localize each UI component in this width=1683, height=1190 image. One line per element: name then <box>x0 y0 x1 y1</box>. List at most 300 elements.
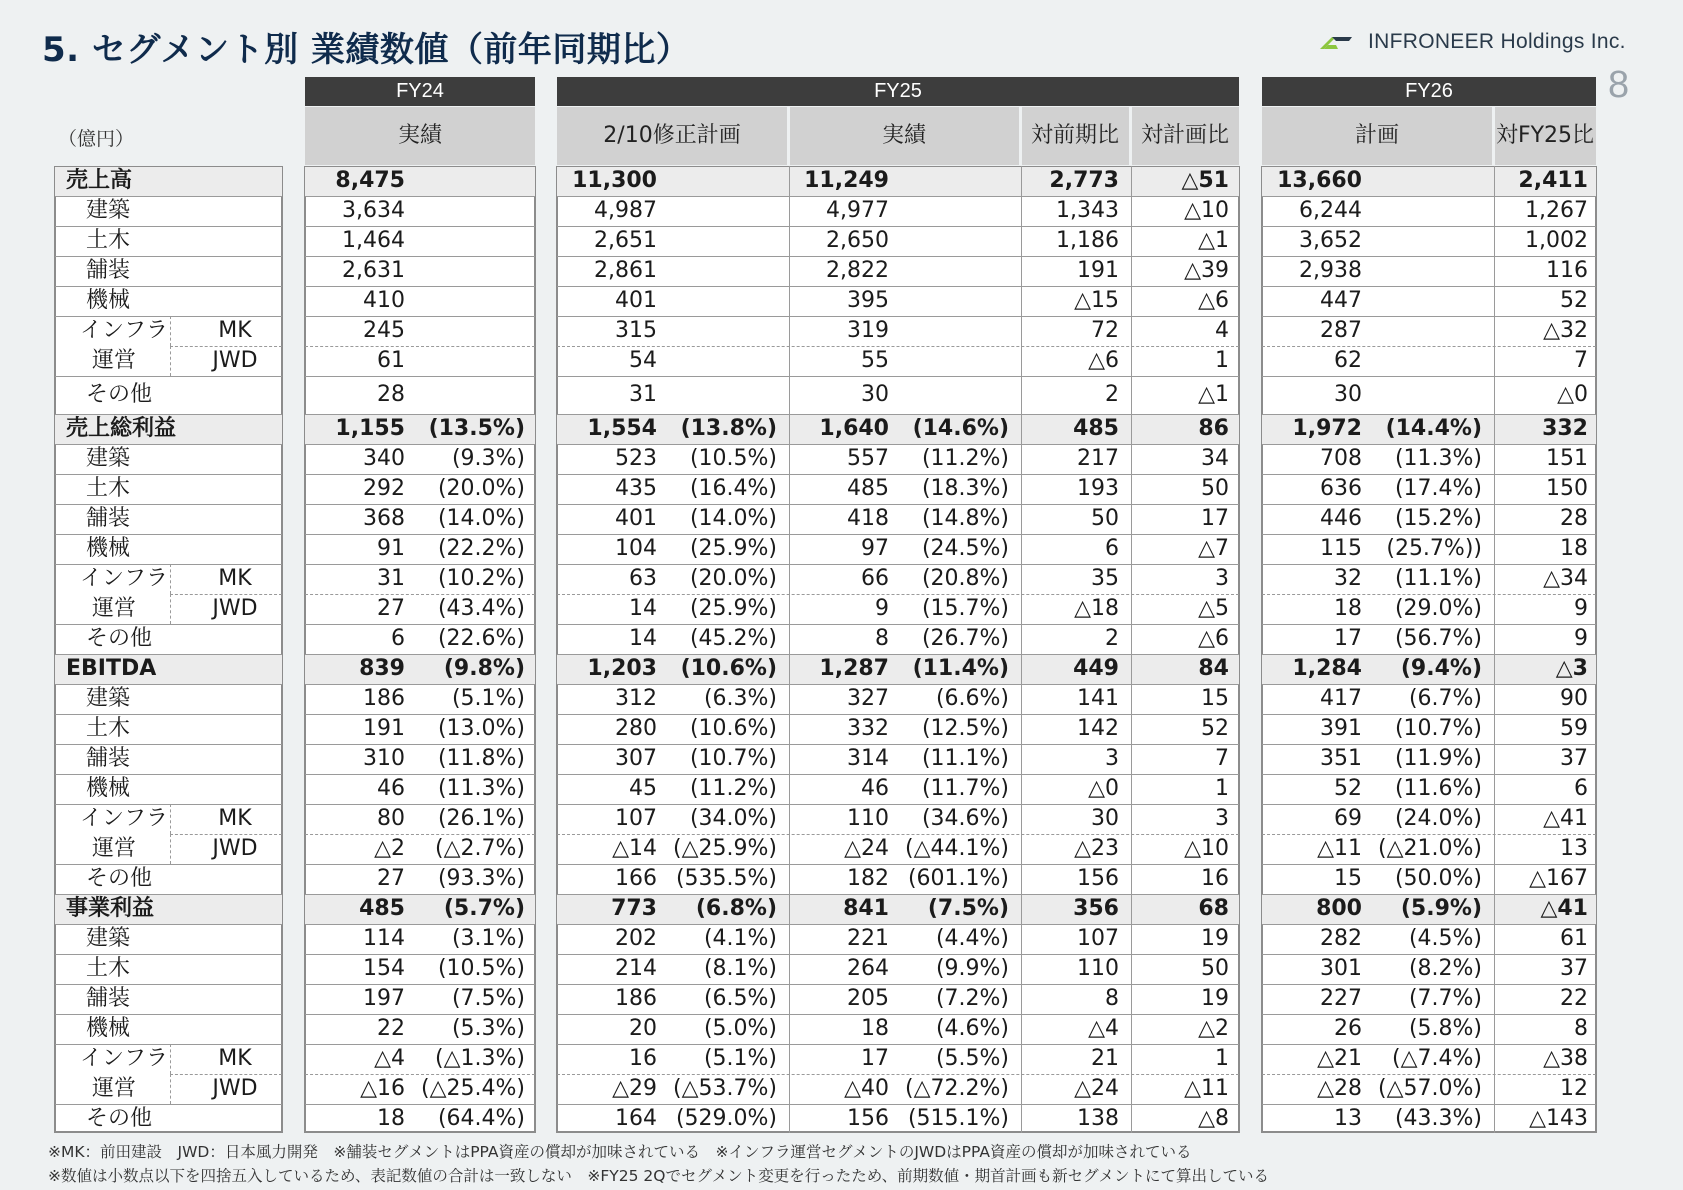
value-cell: 18 <box>861 1016 889 1041</box>
value-cell: (13.5%) <box>428 416 525 441</box>
value-cell: 7 <box>1215 746 1229 771</box>
value-cell: 63 <box>629 566 657 591</box>
value-cell: 11,249 <box>804 168 889 193</box>
value-cell: 435 <box>615 476 657 501</box>
value-cell: (11.2%) <box>921 446 1009 471</box>
value-cell: 21 <box>1091 1046 1119 1071</box>
value-cell: 46 <box>861 776 889 801</box>
value-cell: 523 <box>615 446 657 471</box>
value-cell: △24 <box>1074 1076 1119 1101</box>
row-sublabel: MK <box>218 806 252 831</box>
value-cell: (535.5%) <box>675 866 777 891</box>
value-cell: △34 <box>1543 566 1588 591</box>
value-cell: 150 <box>1546 476 1588 501</box>
value-cell: 708 <box>1320 446 1362 471</box>
value-cell: △6 <box>1088 348 1119 373</box>
value-cell: (10.6%) <box>689 716 777 741</box>
value-cell: 2,861 <box>594 258 657 283</box>
value-cell: 310 <box>363 746 405 771</box>
value-cell: 245 <box>363 318 405 343</box>
fy25-actual-header: 実績 <box>789 107 1019 165</box>
value-cell: (25.9%) <box>689 596 777 621</box>
value-cell: 91 <box>377 536 405 561</box>
value-cell: 800 <box>1316 896 1362 921</box>
value-cell: 115 <box>1320 536 1362 561</box>
value-cell: (34.6%) <box>921 806 1009 831</box>
value-cell: 186 <box>363 686 405 711</box>
value-cell: 3,652 <box>1299 228 1362 253</box>
value-cell: △41 <box>1543 806 1588 831</box>
value-cell: (△72.2%) <box>905 1076 1009 1101</box>
value-cell: (15.7%) <box>921 596 1009 621</box>
fy25-plan-header: 2/10修正計画 <box>557 107 787 165</box>
row-label: 土木 <box>86 228 131 253</box>
row-label: 機械 <box>86 776 131 801</box>
value-cell: △1 <box>1198 382 1229 407</box>
value-cell: (4.6%) <box>935 1016 1009 1041</box>
value-cell: 1,287 <box>819 656 889 681</box>
value-cell: 2,938 <box>1299 258 1362 283</box>
value-cell: 8,475 <box>335 168 405 193</box>
value-cell: 18 <box>1334 596 1362 621</box>
fy26-plan-header: 計画 <box>1262 107 1492 165</box>
value-cell: △11 <box>1317 836 1362 861</box>
value-cell: △32 <box>1543 318 1588 343</box>
value-cell: 4,987 <box>594 198 657 223</box>
value-cell: 3,634 <box>342 198 405 223</box>
value-cell: 142 <box>1077 716 1119 741</box>
value-cell: 449 <box>1073 656 1119 681</box>
value-cell: 6 <box>1574 776 1588 801</box>
value-cell: (15.2%) <box>1394 506 1482 531</box>
value-cell: (5.8%) <box>1408 1016 1482 1041</box>
value-cell: (11.7%) <box>921 776 1009 801</box>
infroneer-logo-icon <box>1318 31 1358 53</box>
value-cell: (5.1%) <box>703 1046 777 1071</box>
column-divider <box>789 166 790 1133</box>
value-cell: 312 <box>615 686 657 711</box>
row-sublabel: MK <box>218 1046 252 1071</box>
value-cell: (25.7%)) <box>1386 536 1482 561</box>
value-cell: 8 <box>1105 986 1119 1011</box>
value-cell: 301 <box>1320 956 1362 981</box>
value-cell: (12.5%) <box>921 716 1009 741</box>
value-cell: (5.5%) <box>935 1046 1009 1071</box>
value-cell: 156 <box>1077 866 1119 891</box>
sublabel-divider <box>170 316 171 346</box>
row-label: 機械 <box>86 288 131 313</box>
value-cell: 1,186 <box>1056 228 1119 253</box>
value-cell: (△7.4%) <box>1392 1046 1482 1071</box>
header-divider <box>1493 107 1495 165</box>
value-cell: (11.2%) <box>689 776 777 801</box>
company-logo <box>1318 30 1626 54</box>
value-cell: (34.0%) <box>689 806 777 831</box>
value-cell: 151 <box>1546 446 1588 471</box>
value-cell: 26 <box>1334 1016 1362 1041</box>
value-cell: (45.2%) <box>689 626 777 651</box>
value-cell: 227 <box>1320 986 1362 1011</box>
value-cell: 292 <box>363 476 405 501</box>
row-sublabel: JWD <box>212 596 258 621</box>
row-label: 舗装 <box>86 986 131 1011</box>
value-cell: 138 <box>1077 1106 1119 1131</box>
value-cell: (5.3%) <box>451 1016 525 1041</box>
value-cell: 1,284 <box>1292 656 1362 681</box>
value-cell: 3 <box>1105 746 1119 771</box>
value-cell: 28 <box>1560 506 1588 531</box>
value-cell: 2,411 <box>1518 168 1588 193</box>
value-cell: △2 <box>374 836 405 861</box>
value-cell: 1,464 <box>342 228 405 253</box>
row-divider <box>55 376 282 377</box>
value-cell: 50 <box>1091 506 1119 531</box>
value-cell: 18 <box>1560 536 1588 561</box>
value-cell: △4 <box>1088 1016 1119 1041</box>
value-cell: (7.7%) <box>1408 986 1482 1011</box>
value-cell: (6.6%) <box>935 686 1009 711</box>
value-cell: (11.3%) <box>437 776 525 801</box>
row-label: 運営 <box>92 836 137 861</box>
value-cell: 264 <box>847 956 889 981</box>
value-cell: △7 <box>1198 536 1229 561</box>
value-cell: △21 <box>1317 1046 1362 1071</box>
value-cell: 3 <box>1215 566 1229 591</box>
value-cell: 11,300 <box>572 168 657 193</box>
value-cell: (△44.1%) <box>905 836 1009 861</box>
value-cell: 30 <box>861 382 889 407</box>
value-cell: (601.1%) <box>907 866 1009 891</box>
value-cell: (20.0%) <box>437 476 525 501</box>
sublabel-divider <box>170 346 171 376</box>
value-cell: 1,343 <box>1056 198 1119 223</box>
value-cell: 1,972 <box>1292 416 1362 441</box>
value-cell: 1 <box>1215 1046 1229 1071</box>
value-cell: (515.1%) <box>907 1106 1009 1131</box>
row-divider <box>1262 376 1596 377</box>
value-cell: (9.3%) <box>451 446 525 471</box>
row-label: 舗装 <box>86 746 131 771</box>
value-cell: 8 <box>1574 1016 1588 1041</box>
value-cell: △16 <box>360 1076 405 1101</box>
value-cell: 69 <box>1334 806 1362 831</box>
value-cell: 62 <box>1334 348 1362 373</box>
value-cell: 197 <box>363 986 405 1011</box>
value-cell: 141 <box>1077 686 1119 711</box>
fy24-header: FY24 <box>305 77 535 106</box>
value-cell: (△1.3%) <box>435 1046 525 1071</box>
row-label: 運営 <box>92 596 137 621</box>
value-cell: △29 <box>612 1076 657 1101</box>
value-cell: 217 <box>1077 446 1119 471</box>
value-cell: 104 <box>615 536 657 561</box>
value-cell: 1 <box>1215 348 1229 373</box>
value-cell: (5.0%) <box>703 1016 777 1041</box>
value-cell: 315 <box>615 318 657 343</box>
row-label: インフラ <box>80 1046 169 1071</box>
value-cell: 368 <box>363 506 405 531</box>
fy26-vsfy25-header: 対FY25比 <box>1494 107 1596 165</box>
value-cell: (43.3%) <box>1394 1106 1482 1131</box>
sublabel-divider <box>170 804 171 834</box>
value-cell: (16.4%) <box>689 476 777 501</box>
value-cell: (13.8%) <box>680 416 777 441</box>
sublabel-divider <box>170 834 171 864</box>
value-cell: 2,650 <box>826 228 889 253</box>
footnote-2: ※数値は小数点以下を四捨五入しているため、表記数値の合計は一致しない ※FY25 2Qでセグメント変更を行ったため、前期数値・期首計画も新セグメントにて算出している <box>48 1167 1270 1185</box>
value-cell: (△25.4%) <box>421 1076 525 1101</box>
value-cell: △41 <box>1540 896 1588 921</box>
value-cell: 8 <box>875 626 889 651</box>
value-cell: (8.1%) <box>703 956 777 981</box>
value-cell: 2,651 <box>594 228 657 253</box>
row-label: 建築 <box>86 198 131 223</box>
value-cell: 332 <box>1542 416 1588 441</box>
value-cell: 1 <box>1215 776 1229 801</box>
value-cell: 17 <box>1201 506 1229 531</box>
value-cell: 52 <box>1201 716 1229 741</box>
value-cell: 417 <box>1320 686 1362 711</box>
value-cell: 4,977 <box>826 198 889 223</box>
fy24-actual-header: 実績 <box>305 107 535 165</box>
value-cell: (11.1%) <box>1394 566 1482 591</box>
value-cell: 287 <box>1320 318 1362 343</box>
row-sublabel: MK <box>218 566 252 591</box>
value-cell: △1 <box>1198 228 1229 253</box>
row-label: その他 <box>86 626 153 651</box>
value-cell: 280 <box>615 716 657 741</box>
value-cell: (11.4%) <box>912 656 1009 681</box>
value-cell: △14 <box>612 836 657 861</box>
row-label: 建築 <box>86 446 131 471</box>
value-cell: 446 <box>1320 506 1362 531</box>
value-cell: (10.7%) <box>1394 716 1482 741</box>
value-cell: 9 <box>1574 596 1588 621</box>
value-cell: △51 <box>1181 168 1229 193</box>
column-divider <box>1021 166 1022 1133</box>
value-cell: (29.0%) <box>1394 596 1482 621</box>
value-cell: 332 <box>847 716 889 741</box>
value-cell: 15 <box>1334 866 1362 891</box>
value-cell: 28 <box>377 382 405 407</box>
value-cell: (14.8%) <box>921 506 1009 531</box>
value-cell: 55 <box>861 348 889 373</box>
value-cell: 202 <box>615 926 657 951</box>
value-cell: 7 <box>1574 348 1588 373</box>
value-cell: (△21.0%) <box>1378 836 1482 861</box>
value-cell: (6.7%) <box>1408 686 1482 711</box>
value-cell: 107 <box>615 806 657 831</box>
value-cell: △10 <box>1184 836 1229 861</box>
fy25-vsplan-header: 対計画比 <box>1131 107 1239 165</box>
value-cell: 50 <box>1201 956 1229 981</box>
row-sublabel: JWD <box>212 836 258 861</box>
value-cell: (18.3%) <box>921 476 1009 501</box>
value-cell: 27 <box>377 596 405 621</box>
value-cell: 59 <box>1560 716 1588 741</box>
row-label: 土木 <box>86 476 131 501</box>
value-cell: 2,631 <box>342 258 405 283</box>
value-cell: 395 <box>847 288 889 313</box>
value-cell: (9.4%) <box>1400 656 1482 681</box>
value-cell: 22 <box>377 1016 405 1041</box>
value-cell: (10.2%) <box>437 566 525 591</box>
column-divider <box>1494 166 1495 1133</box>
value-cell: 19 <box>1201 926 1229 951</box>
value-cell: (6.5%) <box>703 986 777 1011</box>
value-cell: 214 <box>615 956 657 981</box>
row-label: EBITDA <box>66 656 157 681</box>
value-cell: 410 <box>363 288 405 313</box>
value-cell: 12 <box>1560 1076 1588 1101</box>
value-cell: △38 <box>1543 1046 1588 1071</box>
row-label: 機械 <box>86 536 131 561</box>
value-cell: 351 <box>1320 746 1362 771</box>
value-cell: △18 <box>1074 596 1119 621</box>
value-cell: 114 <box>363 926 405 951</box>
value-cell: 191 <box>363 716 405 741</box>
value-cell: 166 <box>615 866 657 891</box>
row-label: インフラ <box>80 566 169 591</box>
value-cell: (50.0%) <box>1394 866 1482 891</box>
value-cell: 30 <box>1091 806 1119 831</box>
value-cell: △4 <box>374 1046 405 1071</box>
value-cell: 37 <box>1560 746 1588 771</box>
value-cell: △8 <box>1198 1106 1229 1131</box>
value-cell: 282 <box>1320 926 1362 951</box>
value-cell: (14.6%) <box>912 416 1009 441</box>
row-divider <box>557 376 1239 377</box>
value-cell: 13,660 <box>1277 168 1362 193</box>
value-cell: 314 <box>847 746 889 771</box>
fy26-header: FY26 <box>1262 77 1596 106</box>
value-cell: 340 <box>363 446 405 471</box>
value-cell: (56.7%) <box>1394 626 1482 651</box>
value-cell: (9.9%) <box>935 956 1009 981</box>
value-cell: (△57.0%) <box>1378 1076 1482 1101</box>
value-cell: △5 <box>1198 596 1229 621</box>
header-divider <box>788 107 790 165</box>
value-cell: 156 <box>847 1106 889 1131</box>
value-cell: 9 <box>1574 626 1588 651</box>
value-cell: 14 <box>629 626 657 651</box>
value-cell: △28 <box>1317 1076 1362 1101</box>
row-label: 舗装 <box>86 258 131 283</box>
row-sublabel: JWD <box>212 348 258 373</box>
value-cell: 485 <box>1073 416 1119 441</box>
column-divider <box>1131 166 1132 1133</box>
value-cell: 1,155 <box>335 416 405 441</box>
sublabel-divider <box>170 594 171 624</box>
value-cell: 52 <box>1560 288 1588 313</box>
value-cell: 191 <box>1077 258 1119 283</box>
value-cell: 1,267 <box>1525 198 1588 223</box>
value-cell: 391 <box>1320 716 1362 741</box>
value-cell: 13 <box>1560 836 1588 861</box>
value-cell: 2,773 <box>1049 168 1119 193</box>
row-label: 建築 <box>86 926 131 951</box>
row-label: その他 <box>86 866 153 891</box>
value-cell: (△2.7%) <box>435 836 525 861</box>
value-cell: 319 <box>847 318 889 343</box>
value-cell: (14.0%) <box>689 506 777 531</box>
value-cell: 31 <box>377 566 405 591</box>
value-cell: (11.6%) <box>1394 776 1482 801</box>
value-cell: △15 <box>1074 288 1119 313</box>
value-cell: 401 <box>615 506 657 531</box>
value-cell: 221 <box>847 926 889 951</box>
value-cell: 164 <box>615 1106 657 1131</box>
value-cell: 97 <box>861 536 889 561</box>
value-cell: 15 <box>1201 686 1229 711</box>
value-cell: 116 <box>1546 258 1588 283</box>
value-cell: 205 <box>847 986 889 1011</box>
value-cell: (11.3%) <box>1394 446 1482 471</box>
row-label: 売上高 <box>66 168 133 193</box>
value-cell: 18 <box>377 1106 405 1131</box>
value-cell: (24.0%) <box>1394 806 1482 831</box>
value-cell: (7.2%) <box>935 986 1009 1011</box>
value-cell: (26.7%) <box>921 626 1009 651</box>
value-cell: 68 <box>1198 896 1229 921</box>
value-cell: 45 <box>629 776 657 801</box>
row-label: その他 <box>86 382 153 407</box>
value-cell: (25.9%) <box>689 536 777 561</box>
value-cell: (11.1%) <box>921 746 1009 771</box>
value-cell: 186 <box>615 986 657 1011</box>
sublabel-divider <box>170 1044 171 1074</box>
logo-text: INFRONEER Holdings Inc. <box>1368 30 1626 53</box>
value-cell: 327 <box>847 686 889 711</box>
value-cell: 17 <box>1334 626 1362 651</box>
value-cell: (7.5%) <box>451 986 525 1011</box>
value-cell: (6.3%) <box>703 686 777 711</box>
value-cell: △6 <box>1198 626 1229 651</box>
value-cell: △143 <box>1529 1106 1588 1131</box>
value-cell: (5.7%) <box>443 896 525 921</box>
value-cell: 401 <box>615 288 657 313</box>
fy25-yoy-header: 対前期比 <box>1021 107 1129 165</box>
value-cell: (7.5%) <box>927 896 1009 921</box>
value-cell: △39 <box>1184 258 1229 283</box>
value-cell: 485 <box>847 476 889 501</box>
value-cell: (9.8%) <box>443 656 525 681</box>
value-cell: (24.5%) <box>921 536 1009 561</box>
row-label: 運営 <box>92 348 137 373</box>
value-cell: 1,554 <box>587 416 657 441</box>
value-cell: 485 <box>359 896 405 921</box>
value-cell: 839 <box>359 656 405 681</box>
value-cell: 4 <box>1215 318 1229 343</box>
value-cell: 110 <box>1077 956 1119 981</box>
value-cell: 193 <box>1077 476 1119 501</box>
value-cell: 34 <box>1201 446 1229 471</box>
row-label: 売上総利益 <box>66 416 177 441</box>
page-title: 5. セグメント別 業績数値（前年同期比） <box>42 30 691 70</box>
value-cell: (4.5%) <box>1408 926 1482 951</box>
value-cell: 356 <box>1073 896 1119 921</box>
value-cell: △3 <box>1555 656 1588 681</box>
value-cell: 773 <box>611 896 657 921</box>
value-cell: (13.0%) <box>437 716 525 741</box>
value-cell: △40 <box>844 1076 889 1101</box>
value-cell: 30 <box>1334 382 1362 407</box>
value-cell: △11 <box>1184 1076 1229 1101</box>
row-label: インフラ <box>80 318 169 343</box>
value-cell: 13 <box>1334 1106 1362 1131</box>
value-cell: (11.8%) <box>437 746 525 771</box>
value-cell: 636 <box>1320 476 1362 501</box>
